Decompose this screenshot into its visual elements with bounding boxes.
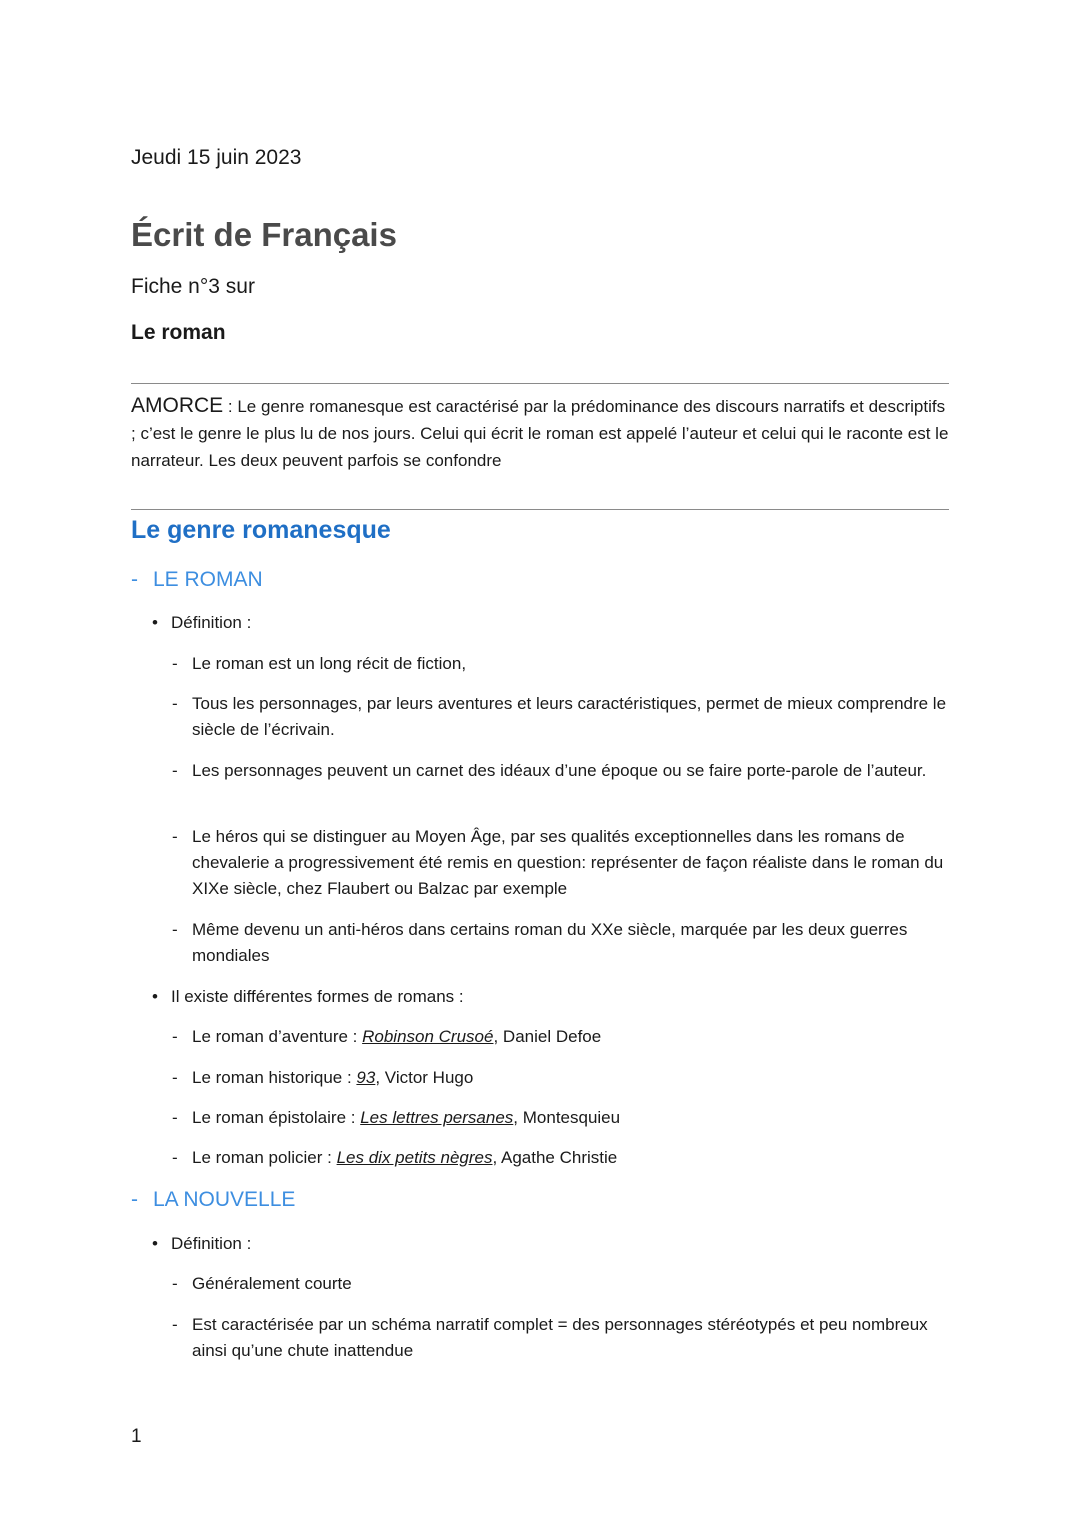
roman-definition-bullet [152, 613, 251, 633]
work-title: Robinson Crusoé [362, 1027, 494, 1046]
form-item: - Le roman d’aventure : Robinson Crusoé, Daniel Defoe [172, 1027, 602, 1046]
roman-heading [131, 568, 263, 592]
divider-bottom [131, 509, 949, 510]
dash-marker: - [131, 568, 138, 591]
list-item: - Les personnages peuvent un carnet des idéaux d’une époque ou se faire porte-parole de l’auteur. [172, 761, 927, 780]
list-item: - Est caractérisée par un schéma narratif complet = des personnages stéréotypés et peu nombreux ainsi qu’une chute inattendue [172, 1315, 928, 1360]
page-number: 1 [131, 1426, 142, 1447]
nouvelle-heading [131, 1188, 295, 1212]
list-item: - Tous les personnages, par leurs aventures et leurs caractéristiques, permet de mieux comprendre le siècle de l’écrivain. [172, 694, 947, 739]
amorce-label: AMORCE [131, 394, 224, 417]
bullet-dot: • [152, 613, 158, 632]
roman-heading-label: LE ROMAN [153, 568, 263, 591]
list-item: - Le héros qui se distinguer au Moyen Âge, par ses qualités exceptionnelles dans les romans de chevalerie a progressivement été remis en question: représenter de façon réaliste dans le roman du XIXe siècle, chez Flaubert ou Balzac par exemple [172, 827, 944, 898]
nouvelle-definition-label: Définition : [171, 1234, 252, 1253]
nouvelle-heading-label: LA NOUVELLE [153, 1188, 296, 1211]
list-item: - Le roman est un long récit de fiction, [172, 654, 467, 673]
list-item: - Généralement courte [172, 1274, 352, 1293]
roman-forms-label: Il existe différentes formes de romans : [171, 987, 464, 1006]
list-item: - Même devenu un anti-héros dans certains roman du XXe siècle, marquée par les deux guerres mondiales [172, 920, 908, 965]
roman-forms-bullet [152, 987, 464, 1007]
form-item: - Le roman policier : Les dix petits nègres, Agathe Christie [172, 1148, 618, 1167]
work-title: 93 [356, 1068, 376, 1087]
roman-definition-label: Définition : [171, 613, 252, 632]
subject: Le roman [131, 321, 226, 344]
work-title: Les dix petits nègres [336, 1148, 493, 1167]
form-item: - Le roman épistolaire : Les lettres persanes, Montesquieu [172, 1108, 621, 1127]
page-title: Écrit de Français [131, 216, 397, 253]
form-item: - Le roman historique : 93, Victor Hugo [172, 1068, 474, 1087]
subtitle: Fiche n°3 sur [131, 275, 255, 298]
date: Jeudi 15 juin 2023 [131, 146, 302, 169]
nouvelle-definition-bullet [152, 1234, 251, 1254]
bullet-dot: • [152, 1234, 158, 1253]
amorce-text: : Le genre romanesque est caractérisé par la prédominance des discours narratifs et descriptifs ; c’est le genre le plus lu de nos jours. Celui qui écrit le roman est appelé l’auteur et celui qui le raconte est le narrateur. Les deux peuvent parfois se confondre [131, 397, 949, 470]
amorce-paragraph [131, 392, 951, 474]
divider-top [131, 383, 949, 384]
section-title: Le genre romanesque [131, 516, 391, 544]
dash-marker: - [131, 1188, 138, 1211]
work-title: Les lettres persanes [360, 1108, 514, 1127]
bullet-dot: • [152, 987, 158, 1006]
